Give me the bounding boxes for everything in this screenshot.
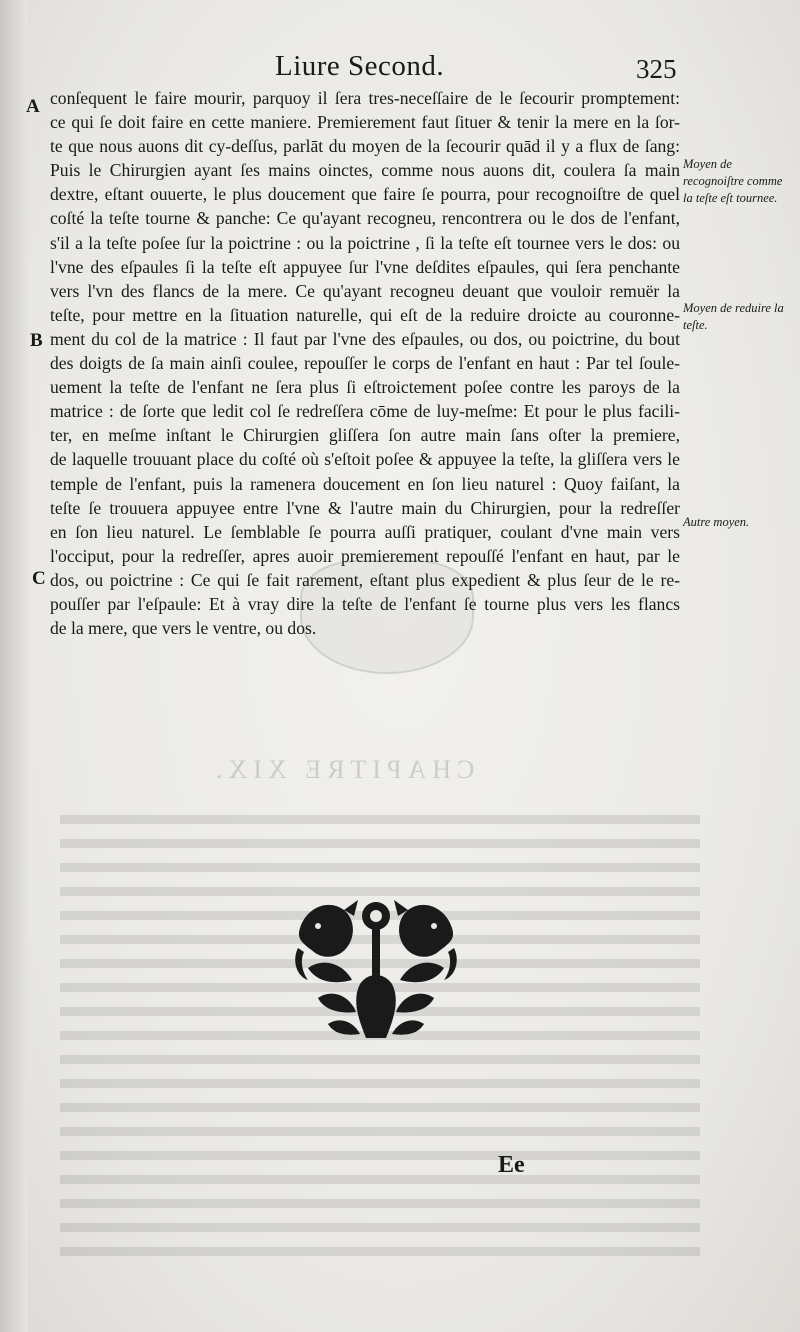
text-line: teſte, pour mettre en la ſituation naturelle, qui eſt de la reduire droicte au couronne- xyxy=(50,304,680,325)
bleed-through-chapter-title: CHAPITRE XIX. xyxy=(210,755,475,784)
text-line: dos, ou poictrine : Ce qui ſe fait rarement, eſtant plus expedient & plus ſeur de le re- xyxy=(50,569,680,590)
text-line: dextre, eſtant ouuerte, le plus doucement que faire ſe pourra, pour recognoiſtre de quel xyxy=(50,184,680,205)
text-line: conſequent le faire mourir, parquoy il ſera tres-neceſſaire de le ſecourir promptement: xyxy=(50,88,680,108)
text-line: teſte ſe trouuera appuyee entre l'vne & l'autre main du Chirurgien, pour la redreſſer xyxy=(50,497,680,518)
text-line: Puis le Chirurgien ayant ſes mains oinctes, comme nous auons dit, coulera ſa main xyxy=(50,160,680,181)
text-line: en ſon lieu naturel. Le ſemblable ſe pourra auſſi pratiquer, coulant d'vne main vers xyxy=(50,521,680,542)
page-gutter-shadow xyxy=(0,0,28,1332)
signature-mark: Ee xyxy=(498,1152,525,1178)
text-line: ment du col de la matrice : Il faut par l'vne des eſpaules, ou dos, ou poictrine, du bout xyxy=(50,328,680,349)
text-line: de la mere, que vers le ventre, ou dos. xyxy=(50,618,317,639)
text-line: coſté la teſte tourne & panche: Ce qu'ayant recogneu, rencontrera ou le dos de l'enfant, xyxy=(50,208,680,229)
section-mark-a: A xyxy=(26,96,40,117)
running-title: Liure Second. xyxy=(275,50,445,82)
text-line: s'il a la teſte poſee ſur la poictrine : ou la poictrine , ſi la teſte eſt tournee vers le dos: ou xyxy=(50,232,680,253)
printers-ornament xyxy=(288,888,464,1042)
text-line: ce qui ſe doit faire en cette maniere. Premierement faut ſituer & tenir la mere en la ſor- xyxy=(50,112,680,133)
section-mark-b: B xyxy=(30,330,43,351)
text-line: matrice : de ſorte que ledit col ſe redreſſera cōme de luy-meſme: Et pour le plus facili- xyxy=(50,401,680,422)
margin-note: Moyen de recognoiſtre comme la teſte eſt tournee. xyxy=(683,157,783,205)
text-line: pouſſer par l'eſpaule: Et à vray dire la teſte de l'enfant ſe tourne plus vers les flancs xyxy=(50,593,680,614)
text-line: l'vne des eſpaules ſi la teſte eſt appuyee ſur l'vne deſdites eſpaules, qui ſera penchante xyxy=(50,256,680,277)
body-text xyxy=(50,86,680,640)
text-line: te que nous auons dit cy-deſſus, parlāt du moyen de la ſecourir quād il y a flux de ſang: xyxy=(50,136,680,157)
text-line: des doigts de ſa main ainſi coulee, repouſſer le corps de l'enfant en haut : Par tel ſoule- xyxy=(50,353,680,374)
bleed-through-text xyxy=(60,815,700,1270)
page-number: 325 xyxy=(636,54,677,84)
text-line: l'occiput, pour la redreſſer, apres auoir premierement repouſſé l'enfant en haut, par le xyxy=(50,545,680,566)
text-line: uement la teſte de l'enfant ne ſera plus ſi eſtroictement poſee contre les paroys de la xyxy=(50,377,680,398)
section-mark-c: C xyxy=(32,568,46,589)
text-line: vers l'vn des flancs de la mere. Ce qu'ayant recogneu deuant que vouloir remuër la xyxy=(50,280,680,301)
margin-note: Moyen de reduire la teſte. xyxy=(683,301,784,332)
text-line: ter, en meſme inſtant le Chirurgien gliſſera ſon autre main ſans oſter la premiere, xyxy=(50,425,680,446)
text-line: temple de l'enfant, puis la ramenera doucement en ſon lieu naturel : Quoy faiſant, la xyxy=(50,473,680,494)
text-line: de laquelle trouuant place du coſté où s'eſtoit poſee & appuyee la teſte, la gliſſera vers le xyxy=(50,449,680,470)
margin-note: Autre moyen. xyxy=(683,515,750,529)
